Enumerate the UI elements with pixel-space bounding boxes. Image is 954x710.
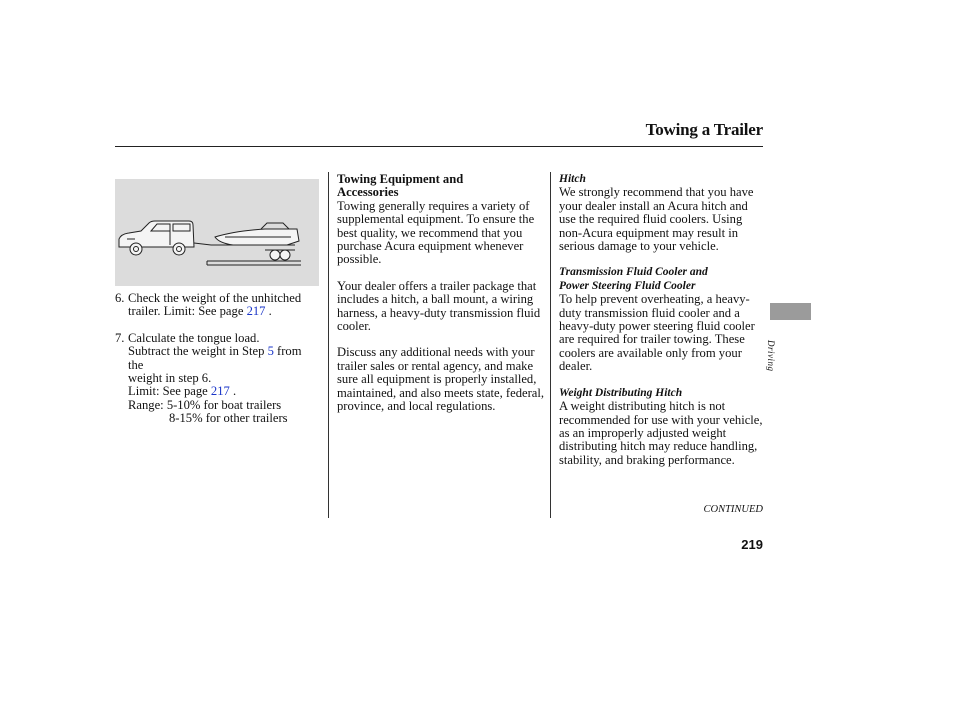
step-7-line-3: the [128, 357, 144, 372]
middle-column [337, 173, 545, 414]
towing-equipment-para-1: Towing generally requires a variety of supplemental equipment. To ensure the best quality, we recommend that you purchase Acura equipment whenever possible. [337, 198, 535, 267]
column-divider-1 [328, 172, 329, 518]
step-6 [115, 292, 325, 319]
continued-label: CONTINUED [703, 504, 763, 515]
hitch-heading: Hitch [559, 173, 586, 185]
towing-equipment-heading: Towing Equipment and Accessories [337, 172, 464, 200]
towing-illustration [115, 179, 319, 286]
step-7-line-2-end: from [277, 344, 302, 359]
right-column [559, 173, 765, 467]
step-7-range-1: Range: 5-10% for boat trailers [128, 397, 282, 412]
towing-equipment-para-3: Discuss any additional needs with your trailer sales or rental agency, and make sure all equipment is properly installed, maintained, and also meets state, federal, province, and local regulations. [337, 345, 545, 414]
page-title: Towing a Trailer [645, 120, 763, 139]
step-7-range-2: 8-15% for other trailers [169, 411, 288, 426]
step-7-page-link[interactable]: 217 [210, 384, 230, 399]
car-towing-boat-icon [115, 179, 319, 286]
step-7 [115, 332, 325, 426]
page-number: 219 [741, 537, 763, 552]
section-label: Driving [766, 340, 776, 372]
step-7-number: 7. [115, 330, 125, 345]
left-column [115, 292, 325, 426]
weight-distributing-hitch-text: A weight distributing hitch is not recommended for use with your vehicle, as an improperly adjusted weight distributing hitch may reduce handling, stability, and braking performance. [559, 399, 763, 467]
step-7-limit: Limit: See page [128, 384, 208, 399]
hitch-text: We strongly recommend that you have your dealer install an Acura hitch and use the required fluid coolers. Using non-Acura equipment may result in serious damage to your vehicle. [559, 185, 754, 254]
step-7-line-1: Calculate the tongue load. [128, 330, 260, 345]
cooler-heading: Transmission Fluid Cooler and Power Steering Fluid Cooler [559, 266, 708, 292]
towing-equipment-para-2: Your dealer offers a trailer package that includes a hitch, a ball mount, a wiring harness, a heavy-duty transmission fluid cooler. [337, 278, 541, 334]
step-7-limit-period: . [232, 384, 237, 399]
step-7-line-4: weight in step 6. [128, 371, 212, 386]
step-7-line-2: Subtract the weight in Step [128, 344, 265, 359]
cooler-text: To help prevent overheating, a heavy-duty transmission fluid cooler and a heavy-duty power steering fluid cooler are required for trailer towing. These coolers are available only from your dealer. [559, 292, 755, 374]
column-divider-2 [550, 172, 551, 518]
step-6-page-link[interactable]: 217 [246, 304, 266, 319]
step-6-text: Check the weight of the unhitched trailer. Limit: See page [128, 291, 302, 319]
weight-distributing-hitch-heading: Weight Distributing Hitch [559, 386, 683, 399]
step-6-period: . [268, 304, 272, 319]
step-5-link[interactable]: 5 [267, 344, 274, 359]
step-6-number: 6. [115, 291, 125, 305]
header-rule [115, 146, 763, 147]
section-tab [770, 303, 811, 320]
